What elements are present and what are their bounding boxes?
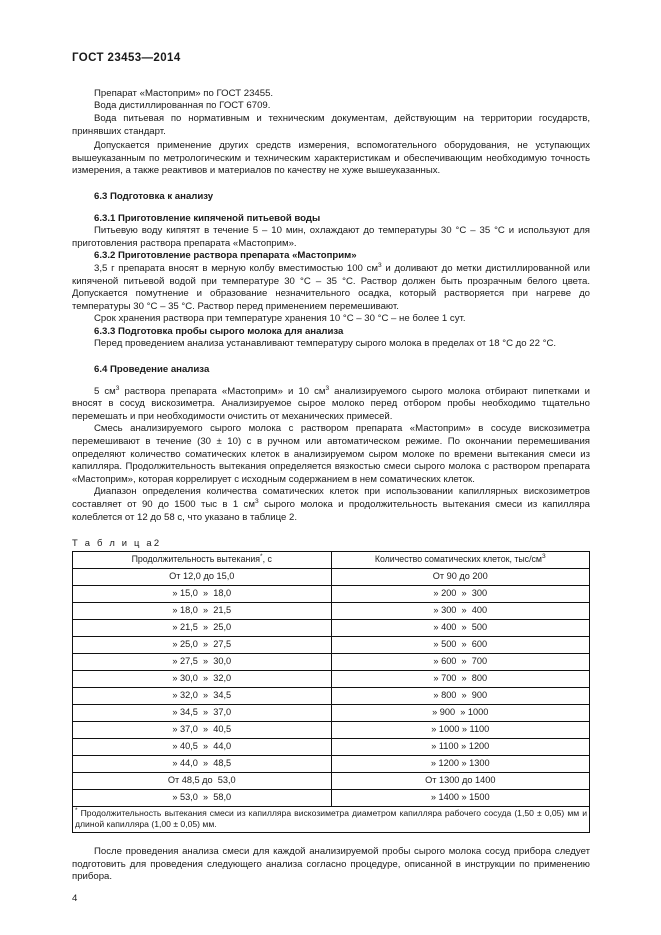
- table-caption-number: 2: [153, 537, 160, 549]
- material-line-1: Препарат «Мастоприм» по ГОСТ 23455.: [94, 87, 274, 99]
- table-row: [73, 705, 590, 722]
- cell-somatic-count-text: » 1000 » 1100: [431, 724, 490, 735]
- table-footnote-text: Продолжительность вытекания смеси из капилляра вискозиметра диаметром капилляра рабочего сосуда (1,50 ± 0,05) мм и длиной капилляра (1,00 ± 0,05) мм.: [75, 808, 587, 830]
- cubic-cm-superscript: 3: [115, 384, 120, 392]
- cell-somatic-count-text: » 1200 » 1300: [430, 758, 490, 769]
- para1-part-c: анализируемого сырого молока отбирают пипетками и вносят в сосуд вискозиметра. Анализируемое сырое молоко перед отбором пробы необходимо тщательно перемешать и при необходимости очистить от механических примесей.: [72, 385, 591, 422]
- table-footnote-cell: [73, 807, 590, 833]
- para1-part-a: 5 см: [94, 385, 116, 397]
- cell-somatic-count: [331, 637, 590, 654]
- cubic-cm-superscript: 3: [541, 553, 546, 561]
- cell-somatic-count: [331, 586, 590, 603]
- cell-somatic-count-text: » 700 » 800: [433, 673, 488, 684]
- material-line-3: Вода питьевая по нормативным и техническим документам, действующим на территории государств, принявших стандарт.: [72, 112, 590, 137]
- cell-somatic-count: [331, 705, 590, 722]
- cell-somatic-count-text: » 800 » 900: [433, 690, 488, 701]
- table-header: [73, 552, 590, 569]
- column-header-duration: [73, 552, 332, 569]
- table-row: [73, 790, 590, 807]
- section-6-4-paragraph-1: [72, 386, 590, 424]
- cell-duration-text: » 37,0 » 40,5: [172, 724, 232, 735]
- cell-somatic-count: [331, 773, 590, 790]
- cell-duration-text: » 18,0 » 21,5: [172, 605, 232, 616]
- cell-duration-text: От 12,0 до 15,0: [169, 571, 235, 582]
- section-6-4-title: 6.4 Проведение анализа: [94, 364, 210, 376]
- cell-somatic-count: [331, 739, 590, 756]
- cell-duration-text: » 27,5 » 30,0: [172, 656, 232, 667]
- section-6-3-2-storage-text: Срок хранения раствора при температуре хранения 10 °С – 30 °С – не более 1 сут.: [94, 313, 466, 325]
- section-6-3-title: 6.3 Подготовка к анализу: [94, 190, 214, 202]
- table-footnote-row: [73, 807, 590, 833]
- cell-somatic-count-text: » 400 » 500: [433, 622, 488, 633]
- column-header-cell-count: [331, 552, 590, 569]
- table-body: [73, 569, 590, 807]
- cell-somatic-count-text: » 200 » 300: [433, 588, 488, 599]
- para3-part-b: сырого молока и продолжительность вытекания смеси из капилляра колеблется от 12 до 58 с, что указано в таблице 2.: [72, 499, 590, 523]
- cell-duration: [73, 671, 332, 688]
- cell-somatic-count-text: » 900 » 1000: [432, 707, 489, 718]
- somatic-cells-table: [72, 551, 590, 833]
- column-header-cell-count-text: Количество соматических клеток, тыс/см: [374, 554, 542, 565]
- section-6-4-paragraph-2: Смесь анализируемого сырого молока с раствором препарата «Мастоприм» в сосуде вискозиметра перемешивают в течение (30 ± 10) с в ручном или автоматическом режиме. По окончании перемешивания определяют количество соматических клеток в анализируемом сыром молоке по времени вытекания смеси из капилляра. Продолжительность вытекания определяется вязкостью смеси сырого молока с раствором препарата «Мастоприм», которая коррелирует с исходным содержанием в нем соматических клеток.: [72, 423, 590, 485]
- standard-number-header: ГОСТ 23453—2014: [72, 52, 181, 64]
- page-content: [72, 52, 590, 884]
- cell-somatic-count-text: » 1400 » 1500: [430, 792, 490, 803]
- cubic-cm-superscript: 3: [254, 497, 259, 505]
- section-6-3-3-title: 6.3.3 Подготовка пробы сырого молока для анализа: [94, 325, 344, 337]
- cell-duration-text: » 15,0 » 18,0: [172, 588, 232, 599]
- cell-duration-text: » 30,0 » 32,0: [172, 673, 232, 684]
- cell-duration: [73, 586, 332, 603]
- section-6-3-2-text-b: и доливают до метки дистиллированной или кипяченой питьевой водой при температуре 30 °С – 35 °С. Раствор должен быть прозрачным белого цвета. Допускается помутнение и образование незначительного осадка, который растворяется при нагреве до температуры 30 °С – 35 °С. Раствор перед применением перемешивают.: [72, 262, 590, 312]
- section-6-4-paragraph-3: [72, 486, 590, 524]
- closing-paragraph: После проведения анализа смеси для каждой анализируемой пробы сырого молока сосуд прибора следует подготовить для проведения следующего анализа согласно процедуре, описанной в инструкции по применению прибора.: [72, 846, 590, 883]
- table-row: [73, 637, 590, 654]
- column-header-duration-unit: , с: [262, 554, 272, 565]
- cell-somatic-count-text: » 600 » 700: [433, 656, 488, 667]
- table-row: [73, 620, 590, 637]
- cell-somatic-count: [331, 620, 590, 637]
- cell-duration-text: » 40,5 » 44,0: [172, 741, 232, 752]
- cell-duration: [73, 688, 332, 705]
- table-row: [73, 722, 590, 739]
- cell-duration: [73, 705, 332, 722]
- cubic-cm-superscript: 3: [325, 384, 330, 392]
- table-footnote: [75, 808, 587, 830]
- page-number: 4: [72, 893, 78, 904]
- table-row: [73, 671, 590, 688]
- cell-duration-text: » 21,5 » 25,0: [172, 622, 232, 633]
- table-caption: [72, 537, 590, 548]
- section-6-3-2-text-a: 3,5 г препарата вносят в мерную колбу вместимостью 100 см: [94, 262, 378, 274]
- cell-duration: [73, 773, 332, 790]
- cell-somatic-count-text: » 500 » 600: [433, 639, 488, 650]
- cell-somatic-count-text: От 1300 до 1400: [425, 775, 496, 786]
- table-header-row: [73, 552, 590, 569]
- table-row: [73, 603, 590, 620]
- cell-somatic-count: [331, 688, 590, 705]
- cell-somatic-count: [331, 654, 590, 671]
- para3-part-a: Диапазон определения количества соматических клеток при использовании капиллярных вискозиметров составляет от 90 до 1500 тыс в 1 см: [72, 486, 590, 511]
- cell-somatic-count-text: От 90 до 200: [432, 571, 488, 582]
- cell-duration: [73, 756, 332, 773]
- table-row: [73, 654, 590, 671]
- cell-duration: [73, 569, 332, 586]
- cell-duration-text: От 48,5 до 53,0: [167, 775, 236, 786]
- cell-somatic-count: [331, 569, 590, 586]
- cubic-cm-superscript: 3: [378, 261, 382, 269]
- cell-duration: [73, 654, 332, 671]
- section-6-3-1-text: Питьевую воду кипятят в течение 5 – 10 мин, охлаждают до температуры 30 °С – 35 °С и используют для приготовления раствора препарата «Мастоприм».: [72, 225, 590, 249]
- cell-duration: [73, 722, 332, 739]
- column-header-duration-text: Продолжительность вытекания: [131, 554, 261, 565]
- cell-somatic-count: [331, 603, 590, 620]
- table-row: [73, 688, 590, 705]
- table-caption-label: Т а б л и ц а: [72, 537, 154, 549]
- para1-part-b: раствора препарата «Мастоприм» и 10 см: [119, 385, 326, 397]
- cell-duration-text: » 25,0 » 27,5: [172, 639, 232, 650]
- section-6-3-2-title: 6.3.2 Приготовление раствора препарата «Мастоприм»: [94, 250, 357, 262]
- material-line-4: Допускается применение других средств измерения, вспомогательного оборудования, не уступающих вышеуказанным по метрологическим и техническим характеристикам и обеспечивающим необходимую точность измерения, а также реактивов и материалов по качеству не хуже вышеуказанных.: [72, 140, 590, 177]
- cell-somatic-count: [331, 756, 590, 773]
- cell-duration: [73, 620, 332, 637]
- cell-somatic-count-text: » 1100 » 1200: [431, 741, 490, 752]
- cell-somatic-count: [331, 722, 590, 739]
- table-row: [73, 586, 590, 603]
- table-footer: [73, 807, 590, 833]
- cell-duration-text: » 53,0 » 58,0: [172, 792, 232, 803]
- table-row: [73, 569, 590, 586]
- material-line-2: Вода дистиллированная по ГОСТ 6709.: [94, 100, 271, 112]
- section-6-3-3-text: Перед проведением анализа устанавливают температуру сырого молока в пределах от 18 °С до 22 °С.: [94, 338, 557, 350]
- footnote-marker-icon: *: [75, 807, 78, 815]
- cell-duration: [73, 637, 332, 654]
- cell-duration: [73, 603, 332, 620]
- cell-duration: [73, 739, 332, 756]
- cell-duration: [73, 790, 332, 807]
- cell-somatic-count: [331, 671, 590, 688]
- section-6-3-1-title: 6.3.1 Приготовление кипяченой питьевой воды: [94, 212, 321, 224]
- cell-duration-text: » 44,0 » 48,5: [172, 758, 232, 769]
- table-row: [73, 773, 590, 790]
- cell-duration-text: » 32,0 » 34,5: [172, 690, 232, 701]
- table-row: [73, 739, 590, 756]
- cell-somatic-count-text: » 300 » 400: [433, 605, 488, 616]
- cell-duration-text: » 34,5 » 37,0: [172, 707, 232, 718]
- section-6-3-2-text: [72, 263, 590, 313]
- cell-somatic-count: [331, 790, 590, 807]
- table-row: [73, 756, 590, 773]
- footnote-marker-icon: *: [260, 553, 263, 561]
